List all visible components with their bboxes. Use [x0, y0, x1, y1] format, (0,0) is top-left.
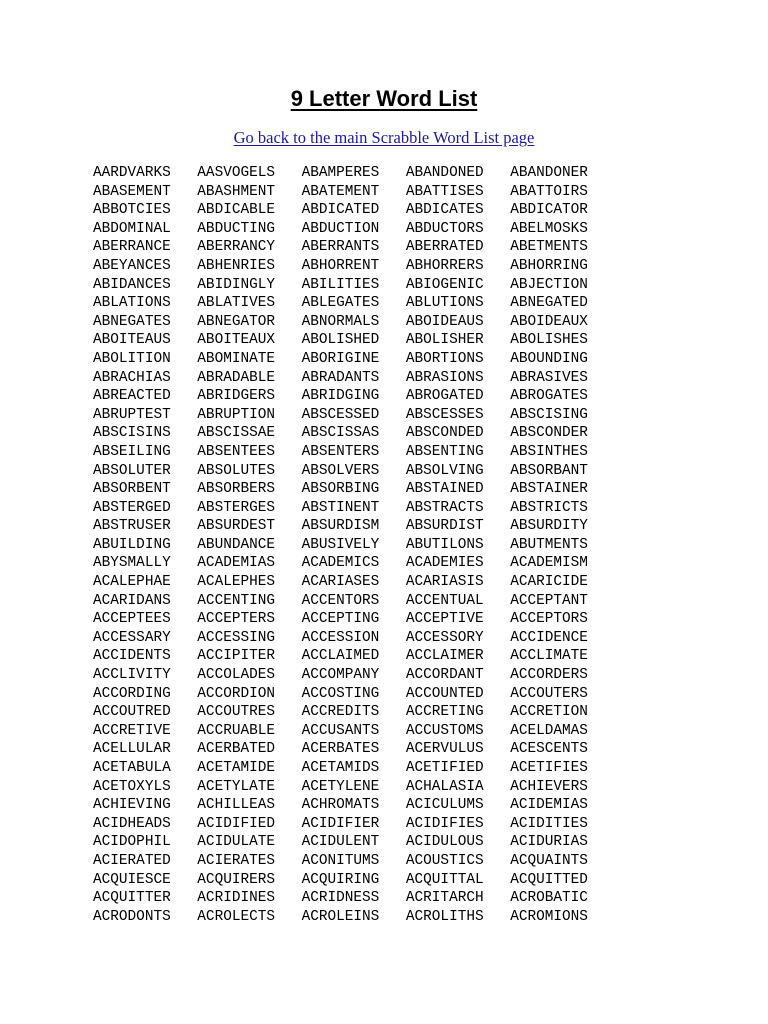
word-entry: ACIERATES [197, 852, 276, 869]
word-entry: ABOUNDING [510, 350, 588, 367]
word-entry: ABLATIVES [197, 295, 276, 312]
word-entry: ABDUCTION [301, 220, 380, 237]
word-entry: ACCOUTRED [93, 704, 171, 721]
word-entry: ABASHMENT [197, 183, 276, 200]
word-row [93, 629, 614, 648]
word-entry: ABSEILING [93, 443, 171, 460]
word-entry: ACCOUTERS [510, 685, 588, 702]
word-entry: ABSTAINED [405, 481, 484, 498]
word-entry: ABSCONDER [510, 425, 588, 442]
word-entry: ABSURDISM [301, 518, 380, 535]
word-entry: ABRACHIAS [93, 369, 171, 386]
word-row [93, 685, 614, 704]
word-entry: ABHORRENT [301, 257, 380, 274]
word-entry: ACROMIONS [510, 908, 588, 925]
word-entry: ACCENTUAL [405, 592, 484, 609]
word-row [93, 573, 614, 592]
word-entry: ACCEPTEES [93, 611, 171, 628]
word-entry: ACIDITIES [510, 815, 588, 832]
word-entry: ABHENRIES [197, 257, 276, 274]
word-entry: ACADEMIAS [197, 555, 276, 572]
word-entry: ABSURDITY [510, 518, 588, 535]
word-entry: ACOUSTICS [405, 852, 484, 869]
word-entry: ABUNDANCE [197, 536, 276, 553]
word-entry: ACICULUMS [405, 797, 484, 814]
word-entry: ABDICATOR [510, 202, 588, 219]
word-entry: ABSCESSES [405, 406, 484, 423]
word-row [93, 908, 614, 927]
word-entry: ACCORDING [93, 685, 171, 702]
word-entry: ACQUIRING [301, 871, 380, 888]
word-entry: ACQUIESCE [93, 871, 171, 888]
word-entry: ACCIDENCE [510, 629, 588, 646]
word-entry: ABRADABLE [197, 369, 276, 386]
word-row [93, 722, 614, 741]
word-entry: ACQUAINTS [510, 852, 588, 869]
word-row [93, 183, 614, 202]
word-entry: ACHIEVERS [510, 778, 588, 795]
word-entry: ACADEMICS [301, 555, 380, 572]
word-row [93, 350, 614, 369]
word-row [93, 889, 614, 908]
page-title: 9 Letter Word List [290, 86, 478, 111]
word-entry: ACETOXYLS [93, 778, 171, 795]
word-entry: ABSORBENT [93, 481, 171, 498]
word-entry: ACCESSARY [93, 629, 171, 646]
word-entry: ACCESSION [301, 629, 380, 646]
word-entry: ABDUCTORS [405, 220, 484, 237]
word-entry: ABLUTIONS [405, 295, 484, 312]
word-entry: ACCOUNTED [405, 685, 484, 702]
word-entry: ACIDULATE [197, 834, 276, 851]
word-entry: ACCENTORS [301, 592, 380, 609]
word-row [93, 294, 614, 313]
word-entry: ACQUITTED [510, 871, 588, 888]
word-entry: ACETAMIDE [197, 760, 276, 776]
word-entry: ABERRANTS [301, 239, 380, 256]
word-entry: ABNEGATED [510, 295, 588, 312]
word-entry: ABOITEAUS [93, 332, 171, 349]
word-entry: ABSORBERS [197, 481, 276, 498]
word-entry: ABOMINATE [197, 350, 276, 367]
word-entry: ABERRANCY [197, 239, 276, 256]
word-entry: ABDICATES [405, 202, 484, 219]
word-row [93, 369, 614, 388]
word-row [93, 536, 614, 555]
word-entry: ABROGATED [405, 388, 484, 405]
word-entry: ABSINTHES [510, 443, 588, 460]
word-entry: ABIOGENIC [405, 276, 484, 293]
word-entry: ACRIDNESS [301, 890, 380, 907]
word-entry: ACETAMIDS [301, 760, 380, 776]
word-row [93, 610, 614, 629]
word-entry: ABREACTED [93, 388, 171, 405]
word-entry: ABSORBANT [510, 462, 588, 479]
word-entry: ABSORBING [301, 481, 380, 498]
word-row [93, 499, 614, 518]
word-entry: ABILITIES [301, 276, 380, 293]
word-entry: ABATTOIRS [510, 183, 588, 200]
word-entry: ACRIDINES [197, 890, 276, 907]
word-entry: ACADEMIES [405, 555, 484, 572]
word-row [93, 666, 614, 685]
word-entry: ACIDURIAS [510, 834, 588, 851]
word-entry: ABRASIVES [510, 369, 588, 386]
word-entry: ACIDIFIED [197, 815, 276, 832]
word-row [93, 796, 614, 815]
word-entry: ABIDINGLY [197, 276, 276, 293]
word-row [93, 647, 614, 666]
word-entry: ABSCONDED [405, 425, 484, 442]
word-row [93, 554, 614, 573]
word-entry: ACETABULA [93, 760, 171, 776]
word-entry: ABROGATES [510, 388, 588, 405]
word-entry: ACQUITTER [93, 890, 171, 907]
word-row [93, 852, 614, 871]
word-entry: ABERRATED [405, 239, 484, 256]
word-entry: ABORIGINE [301, 350, 380, 367]
word-row [93, 871, 614, 890]
word-entry: ABOLITION [93, 350, 171, 367]
word-entry: ACRODONTS [93, 908, 171, 925]
word-entry: ACCLAIMED [301, 648, 380, 665]
word-entry: ABRADANTS [301, 369, 380, 386]
word-entry: ACCOLADES [197, 667, 276, 684]
word-row [93, 424, 614, 443]
word-entry: ABRIDGING [301, 388, 380, 405]
word-entry: ABOITEAUX [197, 332, 276, 349]
word-entry: ACARIASES [301, 574, 380, 591]
word-entry: ABRUPTION [197, 406, 276, 423]
word-entry: ACCESSING [197, 629, 276, 646]
word-entry: ACCLIVITY [93, 667, 171, 684]
word-entry: ACIDIFIES [405, 815, 484, 832]
word-row [93, 815, 614, 834]
word-entry: ABSCISING [510, 406, 588, 423]
word-entry: ACIDHEADS [93, 815, 171, 832]
word-entry: ACARIDANS [93, 592, 171, 609]
word-entry: ACERBATES [301, 741, 380, 758]
word-entry: ABSOLUTES [197, 462, 276, 479]
word-row [93, 517, 614, 536]
word-entry: ABSENTING [405, 443, 484, 460]
word-entry: ACESCENTS [510, 741, 588, 758]
word-row [93, 703, 614, 722]
word-entry: ACETIFIES [510, 760, 588, 776]
word-row [93, 164, 614, 183]
word-row [93, 257, 614, 276]
word-row [93, 331, 614, 350]
word-row [93, 313, 614, 332]
word-entry: ACHROMATS [301, 797, 380, 814]
word-row [93, 833, 614, 852]
word-entry: ACARICIDE [510, 574, 588, 591]
word-entry: ACCEPTING [301, 611, 380, 628]
word-entry: ACCLIMATE [510, 648, 588, 665]
word-entry: ABSTINENT [301, 499, 380, 516]
word-row [93, 387, 614, 406]
word-entry: ACCUSTOMS [405, 722, 484, 739]
word-entry: ABETMENTS [510, 239, 588, 256]
word-entry: ACROLEINS [301, 908, 380, 925]
word-entry: ACERVULUS [405, 741, 484, 758]
word-entry: ABEYANCES [93, 257, 171, 274]
word-entry: ABBOTCIES [93, 202, 171, 219]
word-entry: ABERRANCE [93, 239, 171, 256]
word-entry: ABSURDEST [197, 518, 276, 535]
word-entry: ABSOLUTER [93, 462, 171, 479]
word-row [93, 759, 614, 778]
word-entry: ABUILDING [93, 536, 171, 553]
word-entry: ACCRETING [405, 704, 484, 721]
word-entry: ACETYLENE [301, 778, 380, 795]
word-entry: ABLEGATES [301, 295, 380, 312]
word-entry: ACCENTING [197, 592, 276, 609]
word-entry: ABANDONER [510, 165, 588, 181]
word-entry: ABRUPTEST [93, 406, 171, 423]
word-entry: ACADEMISM [510, 555, 588, 572]
word-entry: ABDICABLE [197, 202, 276, 219]
word-entry: ABSENTERS [301, 443, 380, 460]
word-entry: ACCORDION [197, 685, 276, 702]
word-entry: ABOLISHER [405, 332, 484, 349]
word-entry: ACCEPTERS [197, 611, 276, 628]
word-entry: ABOIDEAUS [405, 313, 484, 330]
word-entry: ACIDEMIAS [510, 797, 588, 814]
word-entry: ACCUSANTS [301, 722, 380, 739]
word-entry: ABUSIVELY [301, 536, 380, 553]
word-row [93, 778, 614, 797]
word-entry: ABSCISINS [93, 425, 171, 442]
word-entry: ACQUITTAL [405, 871, 484, 888]
word-entry: ACHILLEAS [197, 797, 276, 814]
word-entry: ACHALASIA [405, 778, 484, 795]
back-to-word-list-link[interactable]: Go back to the main Scrabble Word List page [233, 128, 535, 147]
word-entry: ABUTILONS [405, 536, 484, 553]
word-entry: AARDVARKS [93, 165, 171, 181]
word-entry: ACCORDANT [405, 667, 484, 684]
word-entry: ACARIASIS [405, 574, 484, 591]
word-entry: ABSURDIST [405, 518, 484, 535]
word-entry: ABANDONED [405, 165, 484, 181]
word-entry: ACALEPHES [197, 574, 276, 591]
word-entry: ABDUCTING [197, 220, 276, 237]
word-entry: ABDOMINAL [93, 220, 171, 237]
word-entry: ACQUIRERS [197, 871, 276, 888]
word-entry: ABSOLVERS [301, 462, 380, 479]
word-entry: ABSENTEES [197, 443, 276, 460]
word-entry: ABHORRING [510, 257, 588, 274]
word-row [93, 480, 614, 499]
word-entry: ACROBATIC [510, 890, 588, 907]
word-entry: ABSTRACTS [405, 499, 484, 516]
word-entry: ACIDOPHIL [93, 834, 171, 851]
word-entry: ACCIPITER [197, 648, 276, 665]
word-entry: ABYSMALLY [93, 555, 171, 572]
word-entry: ACCRETION [510, 704, 588, 721]
word-entry: ABSTRICTS [510, 499, 588, 516]
word-entry: ABHORRERS [405, 257, 484, 274]
word-entry: ACCEPTANT [510, 592, 588, 609]
word-entry: ACCREDITS [301, 704, 380, 721]
word-entry: ABSCISSAE [197, 425, 276, 442]
word-entry: ACCOSTING [301, 685, 380, 702]
word-entry: ABLATIONS [93, 295, 171, 312]
word-entry: ABAMPERES [301, 165, 380, 181]
word-entry: ABSOLVING [405, 462, 484, 479]
word-entry: ACHIEVING [93, 797, 171, 814]
word-row [93, 592, 614, 611]
word-entry: ACCOUTRES [197, 704, 276, 721]
word-entry: ACCOMPANY [301, 667, 380, 684]
word-entry: ABDICATED [301, 202, 380, 219]
word-entry: ACCEPTIVE [405, 611, 484, 628]
word-entry: ACRITARCH [405, 890, 484, 907]
word-entry: ACETIFIED [405, 760, 484, 776]
word-row [93, 220, 614, 239]
word-entry: ACCRUABLE [197, 722, 276, 739]
word-row [93, 276, 614, 295]
word-entry: ACELLULAR [93, 741, 171, 758]
word-entry: ACROLECTS [197, 908, 276, 925]
word-row [93, 238, 614, 257]
word-entry: ACALEPHAE [93, 574, 171, 591]
word-entry: ABUTMENTS [510, 536, 588, 553]
word-row [93, 443, 614, 462]
word-entry: ABSTERGES [197, 499, 276, 516]
word-entry: ACROLITHS [405, 908, 484, 925]
word-entry: ACCEPTORS [510, 611, 588, 628]
word-entry: ABOLISHES [510, 332, 588, 349]
word-entry: ACETYLATE [197, 778, 276, 795]
word-entry: ACIERATED [93, 852, 171, 869]
word-entry: ABJECTION [510, 276, 588, 293]
word-entry: ACIDULENT [301, 834, 380, 851]
word-entry: ABSCISSAS [301, 425, 380, 442]
word-row [93, 406, 614, 425]
word-entry: ABSTERGED [93, 499, 171, 516]
word-entry: ABRASIONS [405, 369, 484, 386]
word-row [93, 201, 614, 220]
word-entry: ABSTAINER [510, 481, 588, 498]
word-entry: ACCIDENTS [93, 648, 171, 665]
word-entry: ACCLAIMER [405, 648, 484, 665]
word-entry: ACERBATED [197, 741, 276, 758]
word-entry: ABNEGATES [93, 313, 171, 330]
word-entry: ACCESSORY [405, 629, 484, 646]
word-entry: ABATTISES [405, 183, 484, 200]
word-entry: ABOIDEAUX [510, 313, 588, 330]
word-entry: ABSCESSED [301, 406, 380, 423]
word-entry: ACCORDERS [510, 667, 588, 684]
word-entry: ABORTIONS [405, 350, 484, 367]
word-entry: ABIDANCES [93, 276, 171, 293]
word-entry: ACELDAMAS [510, 722, 588, 739]
word-entry: ACONITUMS [301, 852, 380, 869]
word-grid [93, 164, 614, 926]
word-entry: ABASEMENT [93, 183, 171, 200]
word-entry: ABNEGATOR [197, 313, 276, 330]
word-entry: ABOLISHED [301, 332, 380, 349]
word-entry: ABATEMENT [301, 183, 380, 200]
word-entry: ACIDIFIER [301, 815, 380, 832]
word-entry: ACIDULOUS [405, 834, 484, 851]
word-entry: ACCRETIVE [93, 722, 171, 739]
word-entry: ABRIDGERS [197, 388, 276, 405]
word-entry: AASVOGELS [197, 165, 276, 181]
word-entry: ABELMOSKS [510, 220, 588, 237]
word-row [93, 740, 614, 759]
word-entry: ABSTRUSER [93, 518, 171, 535]
word-entry: ABNORMALS [301, 313, 380, 330]
word-row [93, 462, 614, 481]
